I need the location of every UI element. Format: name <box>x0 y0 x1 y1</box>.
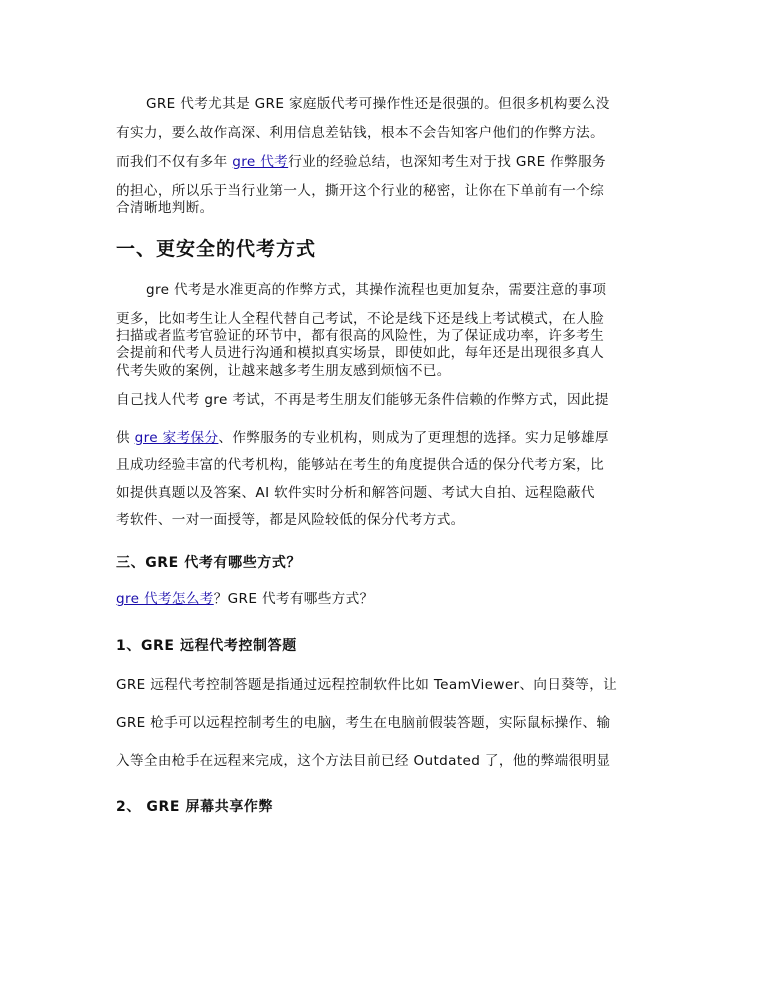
section-1-p2-line-3: 且成功经验丰富的代考机构，能够站在考生的角度提供合适的保分代考方案，比 <box>116 457 605 473</box>
section-3-question <box>116 590 656 608</box>
subsection-1-line-1: GRE 远程代考控制答题是指通过远程控制软件比如 TeamViewer、向日葵等，让 <box>116 677 618 693</box>
section-3-question-after: ？GRE 代考有哪些方式？ <box>213 591 374 607</box>
subsection-1-line-3: 入等全由枪手在远程来完成，这个方法目前已经 Outdated 了，他的弊端很明显 <box>116 753 611 769</box>
intro-line-3 <box>116 153 656 171</box>
section-1-p2-line-2-before: 供 <box>116 430 135 446</box>
gre-how-link[interactable]: gre 代考怎么考 <box>116 591 214 607</box>
gre-daikao-link[interactable]: gre 代考 <box>232 154 289 170</box>
section-1-p2-line-5: 考软件、一对一面授等，都是风险较低的保分代考方式。 <box>116 512 465 528</box>
gre-home-exam-link[interactable]: gre 家考保分 <box>134 430 219 446</box>
section-1-p1-line-1: gre 代考是水准更高的作弊方式，其操作流程也更加复杂，需要注意的事项 <box>146 282 607 298</box>
section-3-heading: 三、GRE 代考有哪些方式？ <box>116 555 302 571</box>
subsection-1-heading: 1、GRE 远程代考控制答题 <box>116 638 297 654</box>
section-1-p1-line-5: 代考失败的案例，让越来越多考生朋友感到烦恼不已。 <box>116 363 451 379</box>
section-1-p2-line-2 <box>116 429 656 447</box>
intro-line-5: 合清晰地判断。 <box>116 200 214 216</box>
intro-line-4: 的担心，所以乐于当行业第一人，撕开这个行业的秘密，让你在下单前有一个综 <box>116 183 605 199</box>
intro-line-1: GRE 代考尤其是 GRE 家庭版代考可操作性还是很强的。但很多机构要么没 <box>146 96 610 112</box>
section-1-p1-line-3: 扫描或者监考官验证的环节中，都有很高的风险性，为了保证成功率，许多考生 <box>116 328 605 344</box>
section-1-p1-line-4: 会提前和代考人员进行沟通和模拟真实场景，即使如此，每年还是出现很多真人 <box>116 345 605 361</box>
intro-line-3-after: 行业的经验总结，也深知考生对于找 GRE 作弊服务 <box>288 154 606 170</box>
section-1-p1-line-2: 更多，比如考生让人全程代替自己考试，不论是线下还是线上考试模式，在人脸 <box>116 311 605 327</box>
subsection-1-line-2: GRE 枪手可以远程控制考生的电脑，考生在电脑前假装答题，实际鼠标操作、输 <box>116 715 611 731</box>
section-1-heading: 一、更安全的代考方式 <box>116 238 317 260</box>
section-1-p2-line-1: 自己找人代考 gre 考试，不再是考生朋友们能够无条件信赖的作弊方式，因此提 <box>116 392 609 408</box>
section-1-p2-line-2-after: 、作弊服务的专业机构，则成为了更理想的选择。实力足够雄厚 <box>218 430 609 446</box>
intro-line-3-before: 而我们不仅有多年 <box>116 154 233 170</box>
subsection-2-heading: 2、 GRE 屏幕共享作弊 <box>116 799 274 815</box>
section-1-p2-line-4: 如提供真题以及答案、AI 软件实时分析和解答问题、考试大自拍、远程隐蔽代 <box>116 485 595 501</box>
intro-line-2: 有实力，要么故作高深、利用信息差钻钱，根本不会告知客户他们的作弊方法。 <box>116 125 605 141</box>
